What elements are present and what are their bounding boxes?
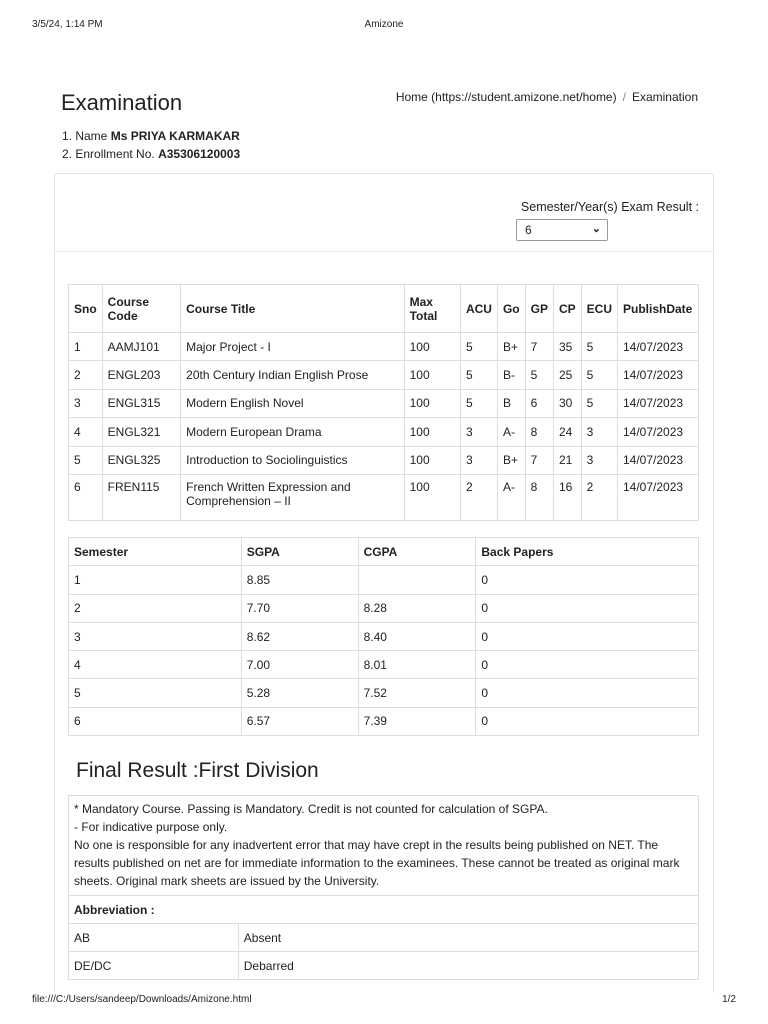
cell-grade: A- — [497, 474, 525, 520]
table-row — [69, 333, 699, 361]
cell-max-total: 100 — [404, 446, 460, 474]
cell-course-title: Introduction to Sociolinguistics — [181, 446, 404, 474]
card-header — [55, 174, 713, 252]
cell-ecu: 5 — [581, 389, 617, 417]
disclaimer-note: No one is responsible for any inadvertent error that may have crept in the results being published on NET. The results published on net are for immediate information to the examinees. These cannot be treated as original mark sheets. Original mark sheets are issued by the University. — [74, 838, 680, 888]
breadcrumb — [396, 90, 698, 104]
breadcrumb-current: Examination — [631, 90, 698, 104]
cell-ecu: 5 — [581, 361, 617, 389]
table-row — [69, 474, 699, 520]
cell-publish-date: 14/07/2023 — [618, 474, 699, 520]
header-max-total: Max Total — [404, 285, 460, 333]
table-row — [69, 566, 699, 594]
cell-sgpa: 7.00 — [241, 651, 358, 679]
courses-header-row — [69, 285, 699, 333]
print-title: Amizone — [364, 19, 404, 30]
table-row — [69, 924, 699, 952]
page-title: Examination — [61, 90, 183, 115]
cell-semester: 6 — [69, 707, 242, 735]
student-name: Ms PRIYA KARMAKAR — [110, 129, 240, 143]
cell-gp: 7 — [525, 333, 553, 361]
sgpa-table — [68, 537, 699, 736]
cell-gp: 8 — [525, 474, 553, 520]
sgpa-header-row — [69, 538, 699, 566]
cell-sno: 6 — [69, 474, 103, 520]
cell-cp: 25 — [553, 361, 581, 389]
cell-course-code: ENGL321 — [102, 418, 180, 446]
header-ecu: ECU — [581, 285, 617, 333]
cell-grade: B+ — [497, 446, 525, 474]
final-result: Final Result :First Division — [76, 759, 319, 782]
cell-max-total: 100 — [404, 333, 460, 361]
cell-gp: 7 — [525, 446, 553, 474]
cell-semester: 2 — [69, 594, 242, 622]
cell-sgpa: 8.62 — [241, 622, 358, 650]
cell-acu: 5 — [460, 333, 497, 361]
table-row — [69, 622, 699, 650]
cell-semester: 3 — [69, 622, 242, 650]
table-row — [69, 446, 699, 474]
cell-course-title: French Written Expression and Comprehension – II — [181, 474, 404, 520]
enrollment-number: A35306120003 — [158, 147, 241, 161]
cell-semester: 5 — [69, 679, 242, 707]
cell-cp: 35 — [553, 333, 581, 361]
header-back-papers: Back Papers — [476, 538, 699, 566]
cell-max-total: 100 — [404, 474, 460, 520]
cell-grade: B+ — [497, 333, 525, 361]
cell-gp: 8 — [525, 418, 553, 446]
cell-cp: 24 — [553, 418, 581, 446]
cell-cgpa: 8.01 — [358, 651, 476, 679]
cell-ecu: 3 — [581, 418, 617, 446]
cell-publish-date: 14/07/2023 — [618, 333, 699, 361]
cell-sgpa: 6.57 — [241, 707, 358, 735]
notes-row — [69, 796, 699, 896]
cell-cp: 16 — [553, 474, 581, 520]
chevron-down-icon: ⌄ — [591, 223, 601, 235]
header-course-title: Course Title — [181, 285, 404, 333]
courses-table — [68, 284, 699, 521]
notes-cell — [69, 796, 699, 896]
cell-acu: 3 — [460, 446, 497, 474]
print-header — [32, 19, 736, 33]
table-row — [69, 651, 699, 679]
cell-cgpa: 7.52 — [358, 679, 476, 707]
table-row — [69, 389, 699, 417]
breadcrumb-separator: / — [622, 90, 626, 104]
cell-course-code: FREN115 — [102, 474, 180, 520]
cell-cgpa — [358, 566, 476, 594]
cell-course-code: ENGL325 — [102, 446, 180, 474]
breadcrumb-home-link[interactable]: Home (https://student.amizone.net/home) — [395, 90, 617, 104]
table-row — [69, 361, 699, 389]
cell-ecu: 5 — [581, 333, 617, 361]
header-acu: ACU — [460, 285, 497, 333]
cell-publish-date: 14/07/2023 — [618, 361, 699, 389]
print-footer — [32, 994, 736, 1008]
cell-sgpa: 8.85 — [241, 566, 358, 594]
cell-course-code: ENGL203 — [102, 361, 180, 389]
cell-gp: 6 — [525, 389, 553, 417]
cell-course-code: ENGL315 — [102, 389, 180, 417]
header-gp: GP — [525, 285, 553, 333]
print-page-number: 1/2 — [722, 994, 736, 1005]
cell-publish-date: 14/07/2023 — [618, 446, 699, 474]
cell-back-papers: 0 — [476, 651, 699, 679]
cell-sno: 4 — [69, 418, 103, 446]
cell-cp: 21 — [553, 446, 581, 474]
cell-publish-date: 14/07/2023 — [618, 418, 699, 446]
header-publish-date: PublishDate — [618, 285, 699, 333]
cell-sno: 2 — [69, 361, 103, 389]
abbreviation-code: DE/DC — [69, 952, 239, 980]
header-cp: CP — [553, 285, 581, 333]
cell-course-title: Modern English Novel — [181, 389, 404, 417]
cell-back-papers: 0 — [476, 594, 699, 622]
cell-grade: B — [497, 389, 525, 417]
header-grade: Go — [497, 285, 525, 333]
indicative-note: - For indicative purpose only. — [74, 820, 228, 834]
cell-acu: 3 — [460, 418, 497, 446]
header-sgpa: SGPA — [241, 538, 358, 566]
abbreviation-header-row — [69, 896, 699, 924]
abbreviation-meaning: Debarred — [238, 952, 698, 980]
cell-max-total: 100 — [404, 361, 460, 389]
cell-max-total: 100 — [404, 418, 460, 446]
cell-grade: B- — [497, 361, 525, 389]
abbreviation-code: AB — [69, 924, 239, 952]
header-course-code: Course Code — [102, 285, 180, 333]
notes-table — [68, 795, 699, 980]
cell-sgpa: 7.70 — [241, 594, 358, 622]
student-name-item — [62, 127, 240, 145]
cell-ecu: 2 — [581, 474, 617, 520]
cell-ecu: 3 — [581, 446, 617, 474]
cell-back-papers: 0 — [476, 707, 699, 735]
header-sno: Sno — [69, 285, 103, 333]
semester-select[interactable] — [516, 219, 608, 241]
cell-back-papers: 0 — [476, 622, 699, 650]
header-cgpa: CGPA — [358, 538, 476, 566]
table-row — [69, 679, 699, 707]
student-name-label: 1. Name — [62, 129, 108, 143]
cell-sno: 5 — [69, 446, 103, 474]
table-row — [69, 707, 699, 735]
cell-course-code: AAMJ101 — [102, 333, 180, 361]
cell-course-title: Modern European Drama — [181, 418, 404, 446]
cell-sno: 1 — [69, 333, 103, 361]
cell-cp: 30 — [553, 389, 581, 417]
cell-course-title: Major Project - I — [181, 333, 404, 361]
semester-select-value: 6 — [525, 223, 532, 237]
cell-grade: A- — [497, 418, 525, 446]
header-semester: Semester — [69, 538, 242, 566]
abbreviation-title: Abbreviation : — [69, 896, 699, 924]
table-row — [69, 594, 699, 622]
print-url: file:///C:/Users/sandeep/Downloads/Amizone.html — [32, 994, 252, 1005]
student-info — [62, 127, 240, 163]
cell-sno: 3 — [69, 389, 103, 417]
print-datetime: 3/5/24, 1:14 PM — [32, 19, 103, 30]
cell-semester: 4 — [69, 651, 242, 679]
cell-cgpa: 8.28 — [358, 594, 476, 622]
student-enrollment-item — [62, 145, 240, 163]
cell-course-title: 20th Century Indian English Prose — [181, 361, 404, 389]
cell-gp: 5 — [525, 361, 553, 389]
table-row — [69, 418, 699, 446]
abbreviation-meaning: Absent — [238, 924, 698, 952]
cell-sgpa: 5.28 — [241, 679, 358, 707]
cell-acu: 5 — [460, 361, 497, 389]
cell-publish-date: 14/07/2023 — [618, 389, 699, 417]
cell-acu: 5 — [460, 389, 497, 417]
cell-semester: 1 — [69, 566, 242, 594]
cell-back-papers: 0 — [476, 566, 699, 594]
table-row — [69, 952, 699, 980]
mandatory-note: * Mandatory Course. Passing is Mandatory. Credit is not counted for calculation of SGPA. — [74, 802, 548, 816]
cell-back-papers: 0 — [476, 679, 699, 707]
cell-acu: 2 — [460, 474, 497, 520]
enrollment-label: 2. Enrollment No. — [62, 147, 155, 161]
semester-select-label: Semester/Year(s) Exam Result : — [520, 200, 699, 214]
cell-cgpa: 8.40 — [358, 622, 476, 650]
cell-max-total: 100 — [404, 389, 460, 417]
cell-cgpa: 7.39 — [358, 707, 476, 735]
